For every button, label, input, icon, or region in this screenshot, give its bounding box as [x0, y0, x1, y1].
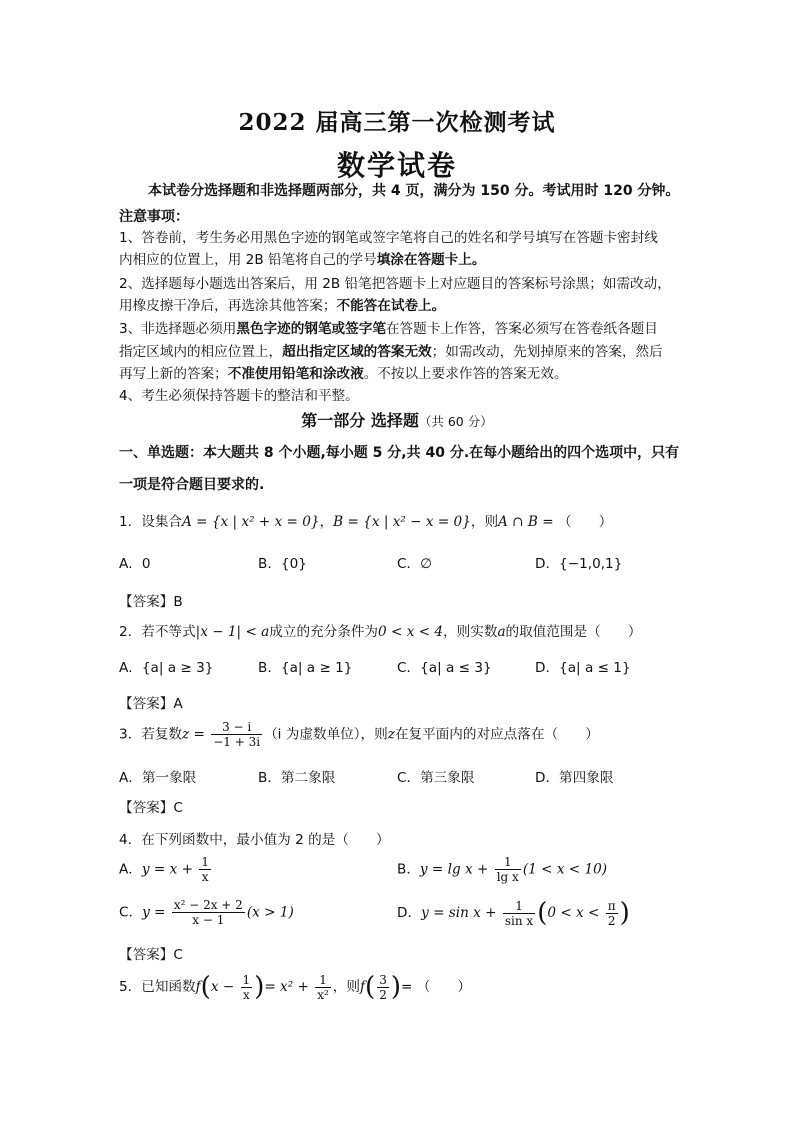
question-2-mid: 成立的充分条件为	[269, 624, 379, 640]
question-4-stem: 4．在下列函数中，最小值为 2 的是（ ）	[119, 832, 390, 848]
question-2-option-c: C．{a| a ≤ 3}	[397, 660, 492, 676]
notice-line-3: 2、选择题每小题选出答案后，用 2B 铅笔把答题卡上对应题目的答案标号涂黑；如需改动，	[119, 276, 671, 292]
question-4-option-d-label: D．	[397, 905, 422, 921]
notice-line-4	[119, 295, 445, 317]
question-1-set-b: B = {x | x² − x = 0}	[333, 514, 471, 530]
notice-line-5-text-c: 在答题卡上作答，答案必须写在答卷纸各题目	[385, 321, 658, 337]
question-5-number: 5．	[119, 979, 142, 995]
section-one-instruction-2: 一项是符合题目要求的.	[119, 477, 265, 493]
question-5-tail: = （ ）	[400, 979, 472, 995]
question-3	[119, 720, 599, 749]
question-5-pre: 已知函数	[141, 979, 196, 995]
question-5-rhs-fraction	[315, 973, 331, 1002]
question-4-answer: 【答案】C	[119, 947, 183, 963]
section-one-instruction-1: 一、单选题：本大题共 8 个小题,每小题 5 分,共 40 分.在每小题给出的四个选项中，只有	[119, 445, 680, 461]
question-2-pre: 若不等式	[141, 624, 196, 640]
question-4-option-d-expr: y = sin x +	[421, 905, 497, 921]
question-4-option-a-expr: y = x +	[141, 861, 193, 878]
question-5-rhs-denominator: x²	[317, 987, 329, 1002]
question-4-option-b-numerator: 1	[495, 855, 521, 870]
question-2-condition: 0 < x < 4	[378, 624, 444, 640]
question-5-arg-numerator: 1	[242, 972, 251, 987]
question-4-option-b-denominator: lg x	[496, 870, 519, 884]
notice-line-6-text-c: ；如需改动，先划掉原来的答案，然后	[431, 344, 663, 360]
notice-line-2-text: 内相应的位置上，用 2B 铅笔将自己的学号	[119, 252, 377, 268]
notice-line-7-text-a: 再写上新的答案；	[119, 366, 228, 382]
question-1-tail: = （ ）	[537, 514, 613, 530]
question-5-arg: x −	[210, 979, 235, 995]
question-4-option-a-label: A．	[119, 861, 142, 878]
question-1-answer: 【答案】B	[119, 594, 183, 610]
question-4-option-d-pi-fraction	[606, 899, 618, 928]
question-2-number: 2．	[119, 624, 142, 640]
question-1-option-a: A．0	[119, 556, 151, 572]
notice-line-5	[119, 318, 658, 340]
question-4-option-b	[397, 855, 607, 884]
notice-line-8: 4、考生必须保持答题卡的整洁和平整。	[119, 388, 359, 404]
question-2-option-a: A．{a| a ≥ 3}	[119, 660, 214, 676]
part-one-label: 第一部分 选择题	[301, 411, 419, 430]
exam-title: 2022 届高三第一次检测考试	[238, 109, 556, 136]
question-4-option-c-denominator: x − 1	[192, 913, 225, 927]
question-4-option-c-fraction	[172, 898, 245, 927]
question-3-tail: 在复平面内的对应点落在（ ）	[394, 726, 599, 743]
question-1-pre: 设集合	[141, 514, 183, 530]
question-4-option-d-left-paren: (	[537, 898, 548, 928]
question-5-right-paren: )	[254, 972, 265, 1002]
notice-line-5-text-a: 3、非选择题必须用	[119, 321, 237, 337]
question-4-option-d-pi-denominator: 2	[607, 913, 616, 928]
question-4-option-d-condition: 0 < x <	[547, 905, 600, 921]
question-3-pre: 若复数	[141, 726, 183, 743]
notice-line-6	[119, 341, 663, 363]
question-5-rhs: = x² +	[264, 979, 309, 995]
question-3-option-c: C．第三象限	[397, 770, 475, 786]
question-1-option-b: B．{0}	[258, 556, 307, 572]
part-one-points: （共 60 分）	[418, 414, 493, 429]
exam-subtitle: 数学试卷	[336, 149, 457, 182]
question-1	[119, 510, 612, 530]
question-3-z2: z	[387, 726, 395, 743]
question-3-denominator: −1 + 3i	[213, 735, 261, 749]
question-1-post: ，则	[470, 514, 499, 530]
question-4-option-a-numerator: 1	[201, 855, 209, 869]
question-4-option-c-label: C．	[119, 904, 143, 921]
question-4-option-b-label: B．	[397, 861, 420, 878]
question-4-option-a-fraction	[199, 855, 211, 884]
question-5-arg-fraction	[241, 973, 253, 1002]
question-2	[119, 620, 641, 640]
question-4-option-b-condition: (1 < x < 10)	[522, 861, 608, 878]
question-2-tail: 的取值范围是（ ）	[505, 624, 642, 640]
question-4-option-d-pi-numerator: π	[607, 898, 616, 913]
question-4-option-d-denominator: sin x	[504, 913, 534, 928]
question-5-post: ，则	[332, 979, 360, 995]
question-1-option-d: D．{−1,0,1}	[535, 556, 623, 572]
question-5-left-paren: (	[200, 972, 211, 1002]
question-3-mid: （i 为虚数单位），则	[264, 726, 388, 743]
notice-heading: 注意事项：	[119, 209, 189, 225]
question-4-option-c-condition: (x > 1)	[246, 904, 294, 921]
question-3-option-d: D．第四象限	[535, 770, 614, 786]
question-3-number: 3．	[119, 726, 142, 743]
notice-line-4-bold: 不能答在试卷上。	[336, 298, 446, 314]
question-5-value-left-paren: (	[365, 972, 376, 1002]
question-5-f: f	[195, 979, 201, 995]
question-5-rhs-numerator: 1	[315, 973, 331, 988]
question-2-variable: a	[497, 624, 506, 640]
question-1-set-a: A = {x | x² + x = 0}	[182, 514, 320, 530]
question-4-option-d-numerator: 1	[503, 899, 535, 914]
notice-line-7	[119, 363, 568, 385]
question-1-number: 1．	[119, 514, 142, 530]
question-4-option-d-right-paren: )	[619, 898, 630, 928]
question-5-value-right-paren: )	[390, 972, 401, 1002]
question-5-value-fraction	[377, 973, 389, 1002]
question-4-option-b-expr: y = lg x +	[419, 861, 489, 878]
notice-line-2-bold: 填涂在答题卡上。	[376, 252, 486, 268]
notice-line-7-text-c: 。不按以上要求作答的答案无效。	[363, 366, 568, 382]
question-1-sep: ，	[319, 514, 334, 530]
question-3-answer: 【答案】C	[119, 800, 183, 816]
notice-line-5-bold: 黑色字迹的钢笔或签字笔	[236, 321, 386, 337]
question-2-post: ，则实数	[443, 624, 498, 640]
notice-line-6-text-a: 指定区域内的相应位置上，	[119, 344, 283, 360]
question-4-option-a	[119, 855, 213, 884]
notice-line-7-bold: 不准使用铅笔和涂改液	[227, 366, 364, 382]
question-2-inequality: |x − 1| < a	[195, 624, 270, 640]
question-5-value-numerator: 3	[379, 972, 387, 987]
question-4-option-c-numerator: x² − 2x + 2	[173, 898, 243, 912]
question-1-expr: A ∩ B	[498, 514, 538, 530]
question-2-answer: 【答案】A	[119, 696, 183, 712]
question-5-arg-denominator: x	[242, 987, 250, 1002]
question-1-option-c: C．∅	[397, 556, 432, 572]
question-3-fraction	[211, 720, 262, 749]
question-4-option-c-expr: y =	[142, 904, 166, 921]
question-3-z: z =	[182, 726, 205, 743]
notice-line-1: 1、答卷前，考生务必用黑色字迹的钢笔或签字笔将自己的姓名和学号填写在答题卡密封线	[119, 230, 658, 246]
notice-line-2	[119, 249, 485, 271]
part-one-title	[0, 408, 794, 431]
question-4-option-c	[119, 898, 294, 927]
notice-line-6-bold: 超出指定区域的答案无效	[282, 344, 432, 360]
question-4-option-a-denominator: x	[201, 870, 209, 884]
question-3-option-a: A．第一象限	[119, 770, 197, 786]
question-2-option-b: B．{a| a ≥ 1}	[258, 660, 353, 676]
question-4-option-d	[397, 898, 630, 928]
question-4-option-d-fraction	[503, 899, 535, 928]
question-2-option-d: D．{a| a ≤ 1}	[535, 660, 631, 676]
exam-intro: 本试卷分选择题和非选择题两部分，共 4 页，满分为 150 分。考试用时 120 分钟。	[148, 183, 680, 199]
question-4-option-b-fraction	[495, 855, 521, 884]
question-3-numerator: 3 − i	[211, 720, 262, 735]
question-5	[119, 972, 471, 1002]
question-3-option-b: B．第二象限	[258, 770, 336, 786]
notice-line-4-text: 用橡皮擦干净后，再选涂其他答案；	[119, 298, 337, 314]
question-5-f2: f	[359, 979, 366, 995]
question-5-value-denominator: 2	[379, 987, 387, 1002]
